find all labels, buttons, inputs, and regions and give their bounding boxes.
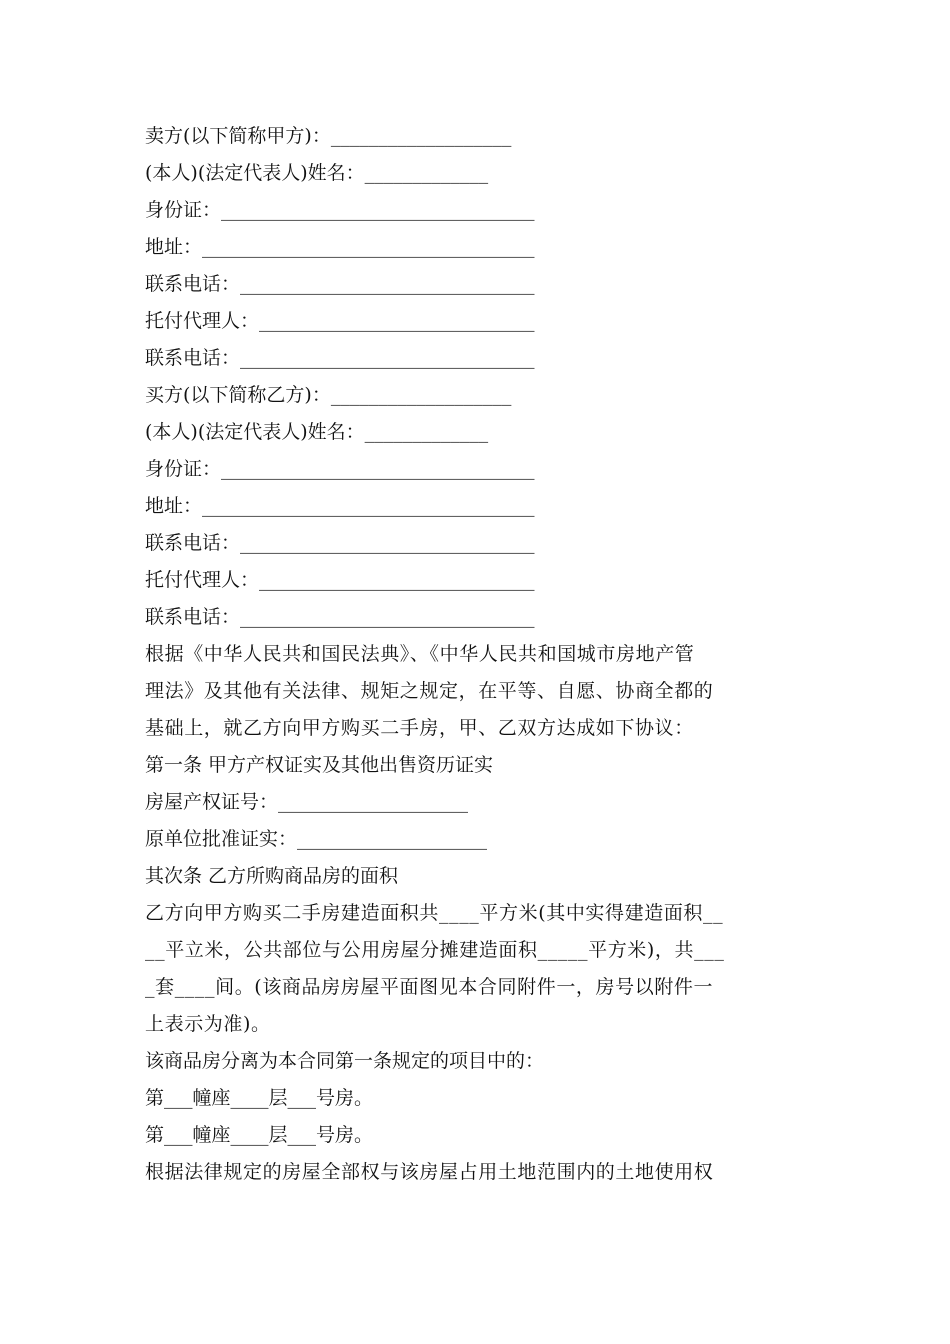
article-2-heading: 其次条 乙方所购商品房的面积 <box>145 865 399 887</box>
preamble-line: 理法》及其他有关法律、规矩之规定，在平等、自愿、协商全都的 <box>145 680 714 702</box>
buyer-id-field: 身份证：_________________________________ <box>145 458 535 480</box>
ownership-line: 根据法律规定的房屋全部权与该房屋占用土地范围内的土地使用权 <box>145 1161 714 1183</box>
area-line: 上表示为准)。 <box>145 1013 271 1035</box>
article-1-heading: 第一条 甲方产权证实及其他出售资历证实 <box>145 754 494 776</box>
area-line: 乙方向甲方购买二手房建造面积共____平方米(其中实得建造面积__ <box>145 902 724 924</box>
building-unit-field: 第___幢座____层___号房。 <box>145 1124 374 1146</box>
buyer-name-field: 买方(以下简称乙方)：___________________ <box>145 384 512 406</box>
seller-representative-field: (本人)(法定代表人)姓名：_____________ <box>145 162 489 184</box>
buyer-agent-field: 托付代理人：_____________________________ <box>145 569 535 591</box>
seller-id-field: 身份证：_________________________________ <box>145 199 535 221</box>
building-unit-field: 第___幢座____层___号房。 <box>145 1087 374 1109</box>
seller-address-field: 地址：___________________________________ <box>145 236 535 258</box>
seller-agent-field: 托付代理人：_____________________________ <box>145 310 535 332</box>
buyer-representative-field: (本人)(法定代表人)姓名：_____________ <box>145 421 489 443</box>
buyer-address-field: 地址：___________________________________ <box>145 495 535 517</box>
property-item-text: 该商品房分离为本合同第一条规定的项目中的： <box>145 1050 545 1072</box>
seller-agent-phone-field: 联系电话：_______________________________ <box>145 347 535 369</box>
buyer-phone-field: 联系电话：_______________________________ <box>145 532 535 554</box>
ownership-paragraph <box>145 1154 810 1191</box>
area-paragraph <box>145 895 810 1043</box>
preamble-line: 根据《中华人民共和国民法典》、《中华人民共和国城市房地产管 <box>145 643 695 665</box>
seller-phone-field: 联系电话：_______________________________ <box>145 273 535 295</box>
preamble-paragraph <box>145 636 810 747</box>
property-certificate-field: 房屋产权证号：____________________ <box>145 791 469 813</box>
seller-name-field: 卖方(以下简称甲方)：___________________ <box>145 125 512 147</box>
buyer-agent-phone-field: 联系电话：_______________________________ <box>145 606 535 628</box>
area-line: _套____间。(该商品房房屋平面图见本合同附件一，房号以附件一 <box>145 976 714 998</box>
area-line: __平立米，公共部位与公用房屋分摊建造面积_____平方米)，共___ <box>145 939 725 961</box>
contract-page <box>145 118 810 1191</box>
preamble-line: 基础上，就乙方向甲方购买二手房，甲、乙双方达成如下协议： <box>145 717 694 739</box>
approval-certificate-field: 原单位批准证实：____________________ <box>145 828 488 850</box>
